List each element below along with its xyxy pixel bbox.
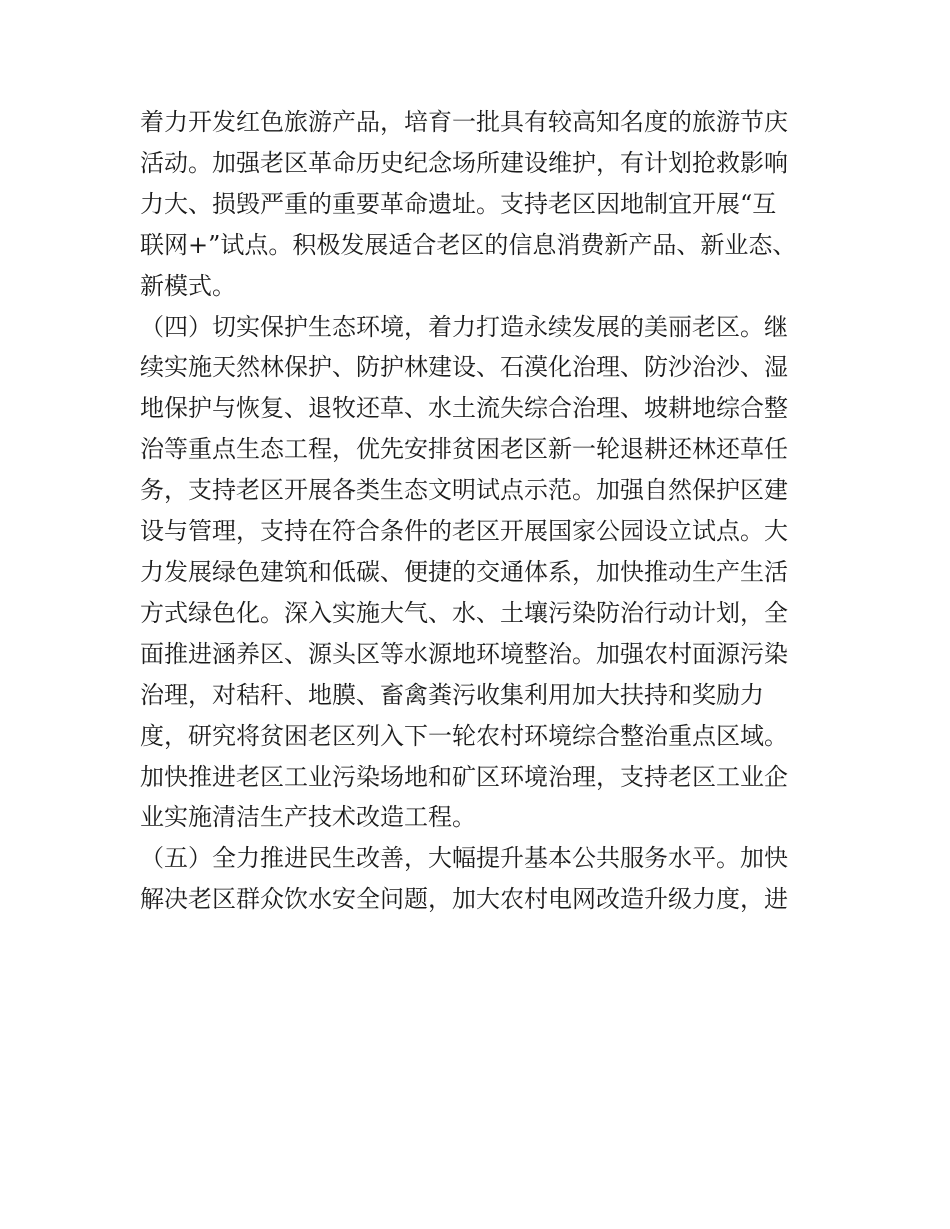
text-line: 务，支持老区开展各类生态文明试点示范。加强自然保护区建	[140, 476, 788, 505]
text-line: 新模式。	[140, 271, 236, 300]
text-line: （四）切实保护生态环境，着力打造永续发展的美丽老区。继	[140, 312, 788, 341]
document-body	[140, 102, 814, 920]
text-line: 治等重点生态工程，优先安排贫困老区新一轮退耕还林还草任	[140, 435, 788, 464]
text-line: 度，研究将贫困老区列入下一轮农村环境综合整治重点区域。	[140, 721, 788, 750]
paragraph-2-section-four	[140, 307, 814, 839]
text-line: 设与管理，支持在符合条件的老区开展国家公园设立试点。大	[140, 517, 788, 546]
text-line: 力大、损毁严重的重要革命遗址。支持老区因地制宜开展“互	[140, 189, 777, 218]
text-line: 力发展绿色建筑和低碳、便捷的交通体系，加快推动生产生活	[140, 557, 788, 586]
paragraph-3-section-five	[140, 838, 814, 920]
paragraph-1	[140, 102, 814, 307]
text-line: 业实施清洁生产技术改造工程。	[140, 803, 476, 832]
text-line: 地保护与恢复、退牧还草、水土流失综合治理、坡耕地综合整	[140, 394, 788, 423]
text-line: 面推进涵养区、源头区等水源地环境整治。加强农村面源污染	[140, 639, 788, 668]
text-line: 联网+”试点。积极发展适合老区的信息消费新产品、新业态、	[140, 230, 797, 259]
text-line: 解决老区群众饮水安全问题，加大农村电网改造升级力度，进	[140, 885, 788, 914]
text-line: 着力开发红色旅游产品，培育一批具有较高知名度的旅游节庆	[140, 108, 788, 136]
text-line: （五）全力推进民生改善，大幅提升基本公共服务水平。加快	[140, 844, 788, 873]
text-line: 续实施天然林保护、防护林建设、石漠化治理、防沙治沙、湿	[140, 353, 788, 382]
text-line: 加快推进老区工业污染场地和矿区环境治理，支持老区工业企	[140, 762, 788, 791]
text-line: 治理，对秸秆、地膜、畜禽粪污收集利用加大扶持和奖励力	[140, 680, 764, 709]
text-line: 方式绿色化。深入实施大气、水、土壤污染防治行动计划，全	[140, 598, 788, 627]
text-line: 活动。加强老区革命历史纪念场所建设维护，有计划抢救影响	[140, 148, 788, 177]
